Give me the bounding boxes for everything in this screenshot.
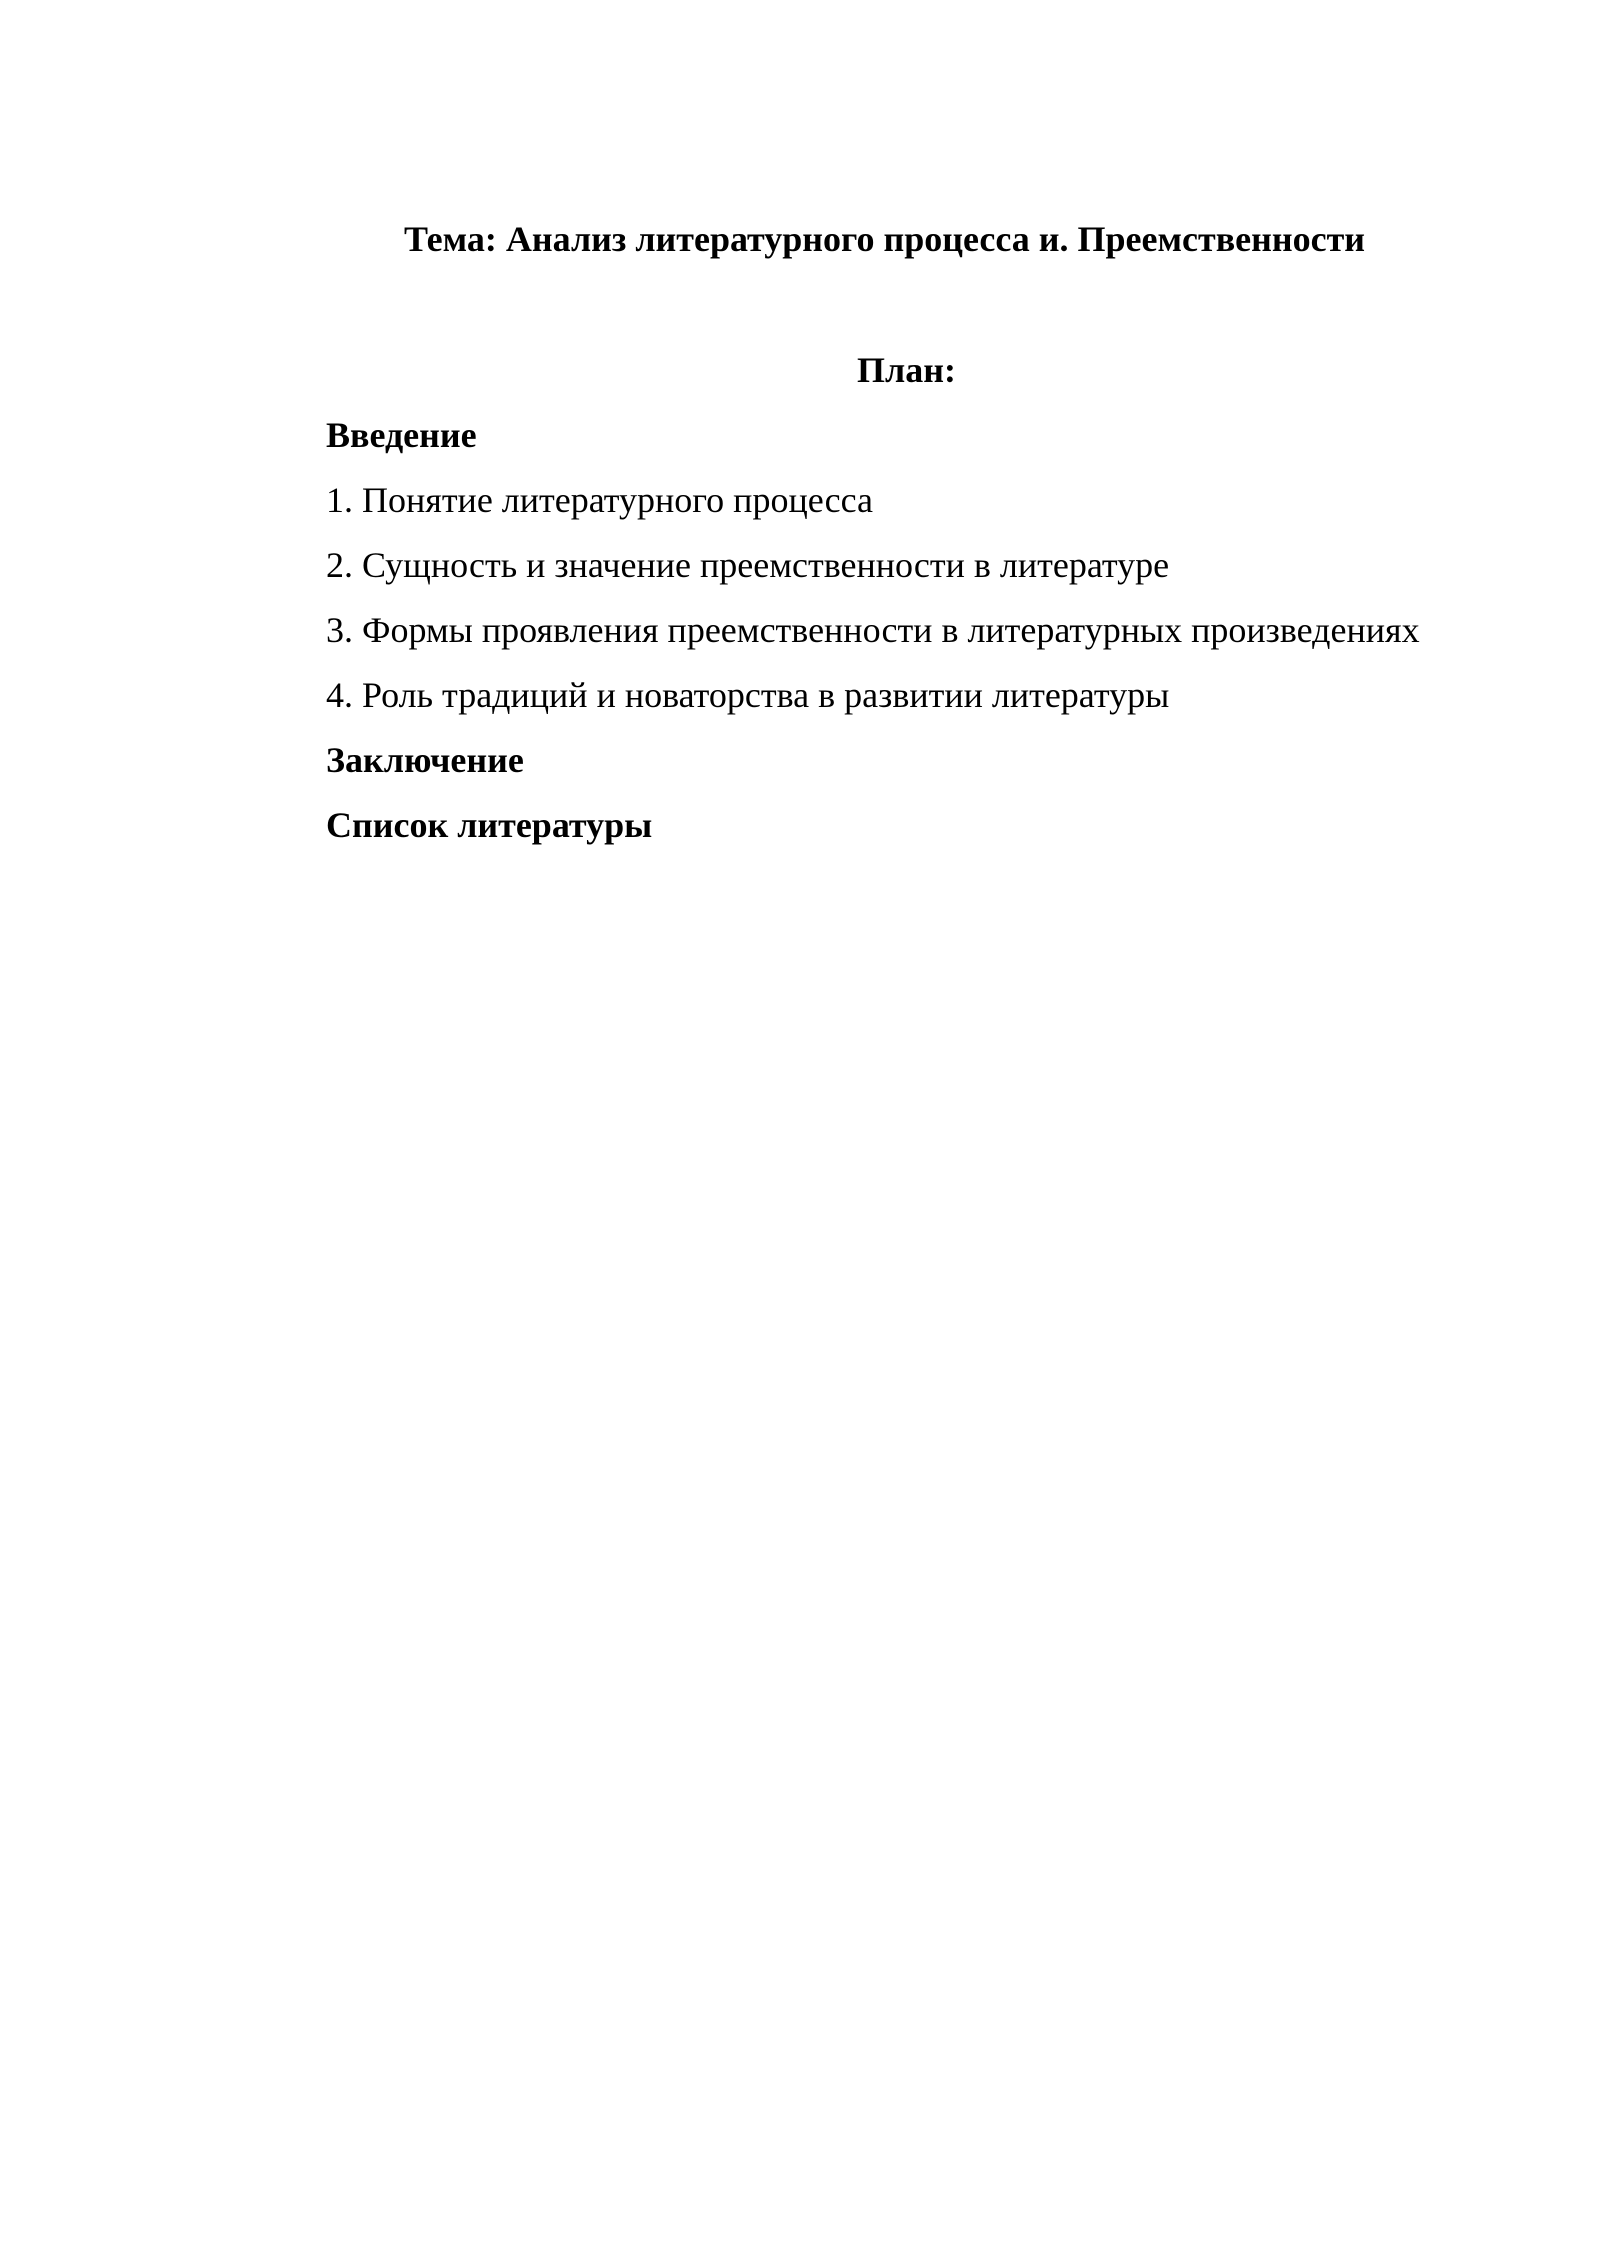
table-of-contents: [326, 410, 1420, 865]
toc-item-introduction: Введение: [326, 415, 477, 455]
document-title: Тема: Анализ литературного процесса и. Преемственности: [404, 219, 1365, 259]
toc-item-2: 2. Сущность и значение преемственности в литературе: [326, 545, 1170, 585]
toc-item-1: 1. Понятие литературного процесса: [326, 480, 873, 520]
toc-item-3: 3. Формы проявления преемственности в литературных произведениях: [326, 610, 1420, 650]
toc-item-conclusion: Заключение: [326, 740, 524, 780]
toc-item-references: Список литературы: [326, 805, 653, 845]
toc-item-4: 4. Роль традиций и новаторства в развитии литературы: [326, 675, 1170, 715]
plan-heading: План:: [857, 350, 956, 390]
